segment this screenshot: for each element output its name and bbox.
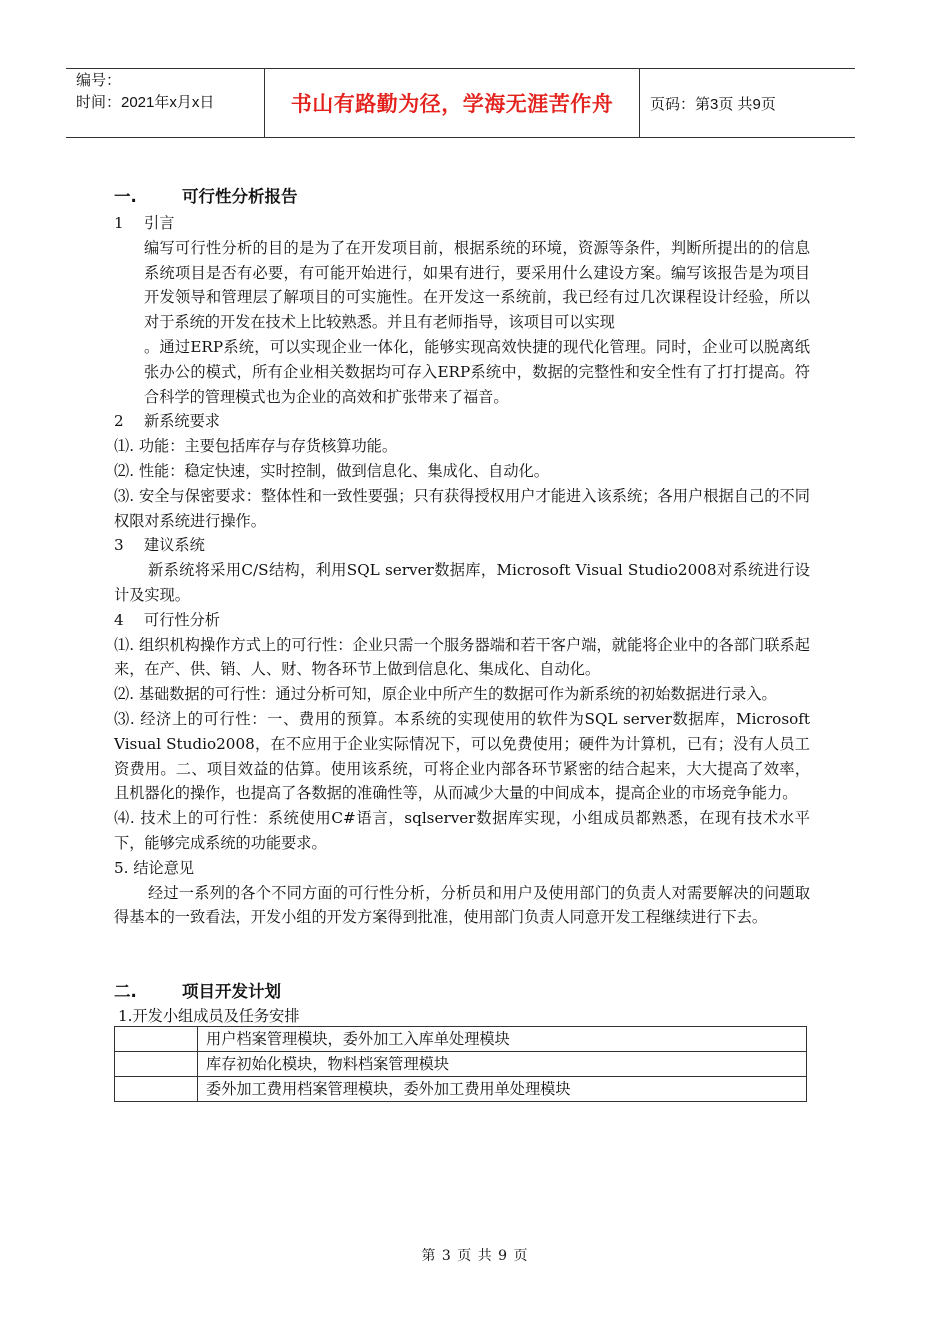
document-time-label: 时间：2021年x月x日 bbox=[76, 94, 215, 111]
list-item: ⑴. 组织机构操作方式上的可行性：企业只需一个服务器端和若干客户端，就能将企业中的各部门联系起来，在产、供、销、人、财、物各环节上做到信息化、集成化、自动化。 bbox=[114, 635, 810, 679]
table-cell: 库存初始化模块，物料档案管理模块 bbox=[198, 1052, 807, 1077]
paragraph: 编写可行性分析的目的是为了在开发项目前，根据系统的环境，资源等条件，判断所提出的的信息系统项目是否有必要，有可能开始进行，如果有进行，要采用什么建设方案。编写该报告是为项目开发领导和管理层了解项目的可实施性。在开发这一系统前，我已经有过几次课程设计经验，所以对于系统的开发在技术上比较熟悉。并且有老师指导，该项目可以实现 bbox=[144, 238, 810, 332]
list-item: ⑴. 功能：主要包括库存与存货核算功能。 bbox=[114, 437, 398, 456]
table-cell bbox=[115, 1052, 198, 1077]
subsection-heading bbox=[114, 409, 810, 434]
subsection-title: 可行性分析 bbox=[144, 610, 220, 629]
section-heading bbox=[114, 978, 810, 1006]
list-item: ⑶. 安全与保密要求：整体性和一致性要强；只有获得授权用户才能进入该系统；各用户根据自己的不同权限对系统进行操作。 bbox=[114, 486, 810, 530]
section-heading bbox=[114, 183, 810, 211]
subsection-heading: 5. 结论意见 bbox=[114, 858, 195, 877]
subsection-heading bbox=[114, 211, 810, 236]
table-cell bbox=[115, 1077, 198, 1102]
table-row bbox=[115, 1027, 807, 1052]
page-header bbox=[66, 68, 855, 138]
table-cell bbox=[115, 1027, 198, 1052]
header-motto: 书山有路勤为径，学海无涯苦作舟 bbox=[265, 69, 640, 137]
subsection-title: 新系统要求 bbox=[144, 412, 220, 431]
subsection-heading: 1.开发小组成员及任务安排 bbox=[118, 1007, 300, 1026]
subsection-heading bbox=[114, 608, 810, 633]
section-number: 二. bbox=[114, 982, 137, 1002]
list-item: ⑵. 基础数据的可行性：通过分析可知，原企业中所产生的数据可作为新系统的初始数据进行录入。 bbox=[114, 685, 777, 704]
document-number-label: 编号： bbox=[76, 72, 122, 89]
table-cell: 用户档案管理模块，委外加工入库单处理模块 bbox=[198, 1027, 807, 1052]
table-row bbox=[115, 1077, 807, 1102]
page-footer: 第 3 页 共 9 页 bbox=[421, 1248, 529, 1264]
subsection-title: 建议系统 bbox=[144, 536, 205, 555]
header-page-label: 页码：第3页 共9页 bbox=[650, 95, 776, 113]
list-item: ⑷. 技术上的可行性：系统使用C#语言，sqlserver数据库实现，小组成员都熟悉，在现有技术水平下，能够完成系统的功能要求。 bbox=[114, 809, 810, 852]
subsection-number: 2 bbox=[114, 412, 124, 431]
paragraph: 经过一系列的各个不同方面的可行性分析，分析员和用户及使用部门的负责人对需要解决的问题取得基本的一致看法，开发小组的开发方案得到批准，使用部门负责人同意开发工程继续进行下去。 bbox=[114, 883, 810, 927]
section-title: 可行性分析报告 bbox=[182, 187, 298, 206]
subsection-number: 3 bbox=[114, 536, 124, 555]
section-number: 一. bbox=[114, 187, 137, 206]
section-title: 项目开发计划 bbox=[182, 982, 281, 1002]
task-table bbox=[114, 1026, 807, 1102]
header-meta bbox=[66, 69, 265, 137]
paragraph: 新系统将采用C/S结构，利用SQL server数据库，Microsoft Visual Studio2008对系统进行设计及实现。 bbox=[114, 561, 810, 604]
document-body bbox=[114, 183, 810, 1102]
list-item: ⑵. 性能：稳定快速，实时控制，做到信息化、集成化、自动化。 bbox=[114, 461, 549, 480]
subsection-number: 1 bbox=[114, 214, 124, 232]
subsection-heading bbox=[114, 533, 810, 558]
subsection-number: 4 bbox=[114, 610, 124, 629]
table-row bbox=[115, 1052, 807, 1077]
paragraph: 。通过ERP系统，可以实现企业一体化，能够实现高效快捷的现代化管理。同时，企业可以脱离纸张办公的模式，所有企业相关数据均可存入ERP系统中，数据的完整性和安全性有了打打提高。符合科学的管理模式也为企业的高效和扩张带来了福音。 bbox=[144, 337, 810, 406]
subsection-title: 引言 bbox=[144, 214, 175, 232]
list-item: ⑶. 经济上的可行性：一、费用的预算。本系统的实现使用的软件为SQL server数据库，Microsoft Visual Studio2008，在不应用于企业实际情况下，可以免费使用；硬件为计算机，已有；没有人员工资费用。二、项目效益的估算。使用该系统，可将企业内部各环节紧密的结合起来，大大提高了效率，且机器化的操作，也提高了各数据的准确性等，从而减少大量的中间成本，提高企业的市场竞争能力。 bbox=[114, 709, 810, 803]
table-cell: 委外加工费用档案管理模块，委外加工费用单处理模块 bbox=[198, 1077, 807, 1102]
